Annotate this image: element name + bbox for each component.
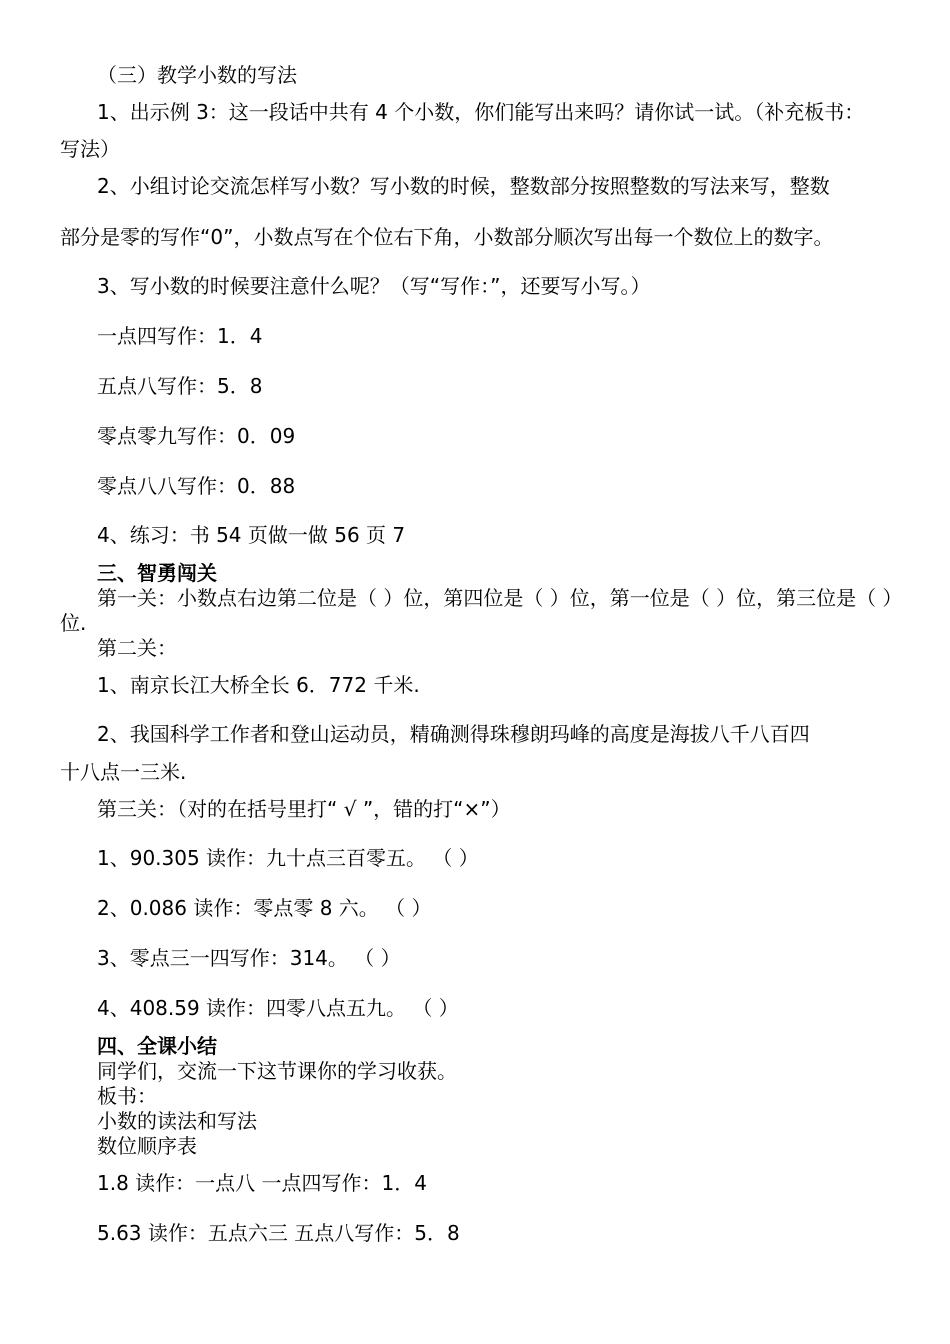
paragraph-example-3-line1: 1、出示例 3：这一段话中共有 4 个小数，你们能写出来吗？请你试一试。（补充板书： [97,100,865,124]
example-line-1: 一点四写作：1．4 [97,324,263,348]
level3-title: 第三关：（对的在括号里打“ √ ”，错的打“×”） [97,797,511,821]
board-row-2: 5.63 读作：五点六三 五点八写作：5．8 [97,1221,460,1245]
paragraph-discussion-line1: 2、小组讨论交流怎样写小数？写小数的时候，整数部分按照整数的写法来写，整数 [97,174,830,198]
practice-line: 4、练习：书 54 页做一做 56 页 7 [97,523,406,547]
level1-line2: 位. [60,611,87,635]
level3-question-3: 3、零点三一四写作：314。 （ ） [97,946,401,970]
paragraph-discussion-line2: 部分是零的写作“0”，小数点写在个位右下角，小数部分顺次写出每一个数位上的数字。 [60,225,834,249]
section-heading-writing: （三）教学小数的写法 [97,63,297,87]
board-row-1: 1.8 读作：一点八 一点四写作：1．4 [97,1171,427,1195]
level3-question-2: 2、0.086 读作：零点零 8 六。 （ ） [97,896,432,920]
level2-question-1: 1、南京长江大桥全长 6．772 千米. [97,673,420,697]
section-heading-summary: 四、全课小结 [97,1034,217,1058]
board-title: 小数的读法和写法 [97,1109,257,1133]
board-table-label: 数位顺序表 [97,1134,197,1158]
example-line-4: 零点八八写作：0．88 [97,474,296,498]
paragraph-example-3-line2: 写法） [60,137,120,161]
summary-text: 同学们，交流一下这节课你的学习收获。 [97,1059,457,1083]
level2-question-2-line2: 十八点一三米. [60,760,187,784]
level3-question-1: 1、90.305 读作：九十点三百零五。 （ ） [97,846,479,870]
section-heading-challenge: 三、智勇闯关 [97,561,217,585]
example-line-3: 零点零九写作：0．09 [97,424,296,448]
board-label: 板书： [97,1084,157,1108]
level3-question-4: 4、408.59 读作：四零八点五九。 （ ） [97,996,459,1020]
level2-question-2-line1: 2、我国科学工作者和登山运动员，精确测得珠穆朗玛峰的高度是海拔八千八百四 [97,722,810,746]
example-line-2: 五点八写作：5．8 [97,374,263,398]
paragraph-attention: 3、写小数的时候要注意什么呢？（写“写作：”，还要写小写。） [97,274,651,298]
level1-line1: 第一关：小数点右边第二位是（ ）位，第四位是（ ）位，第一位是（ ）位，第三位是（ ） [97,586,903,610]
level2-title: 第二关： [97,636,177,660]
